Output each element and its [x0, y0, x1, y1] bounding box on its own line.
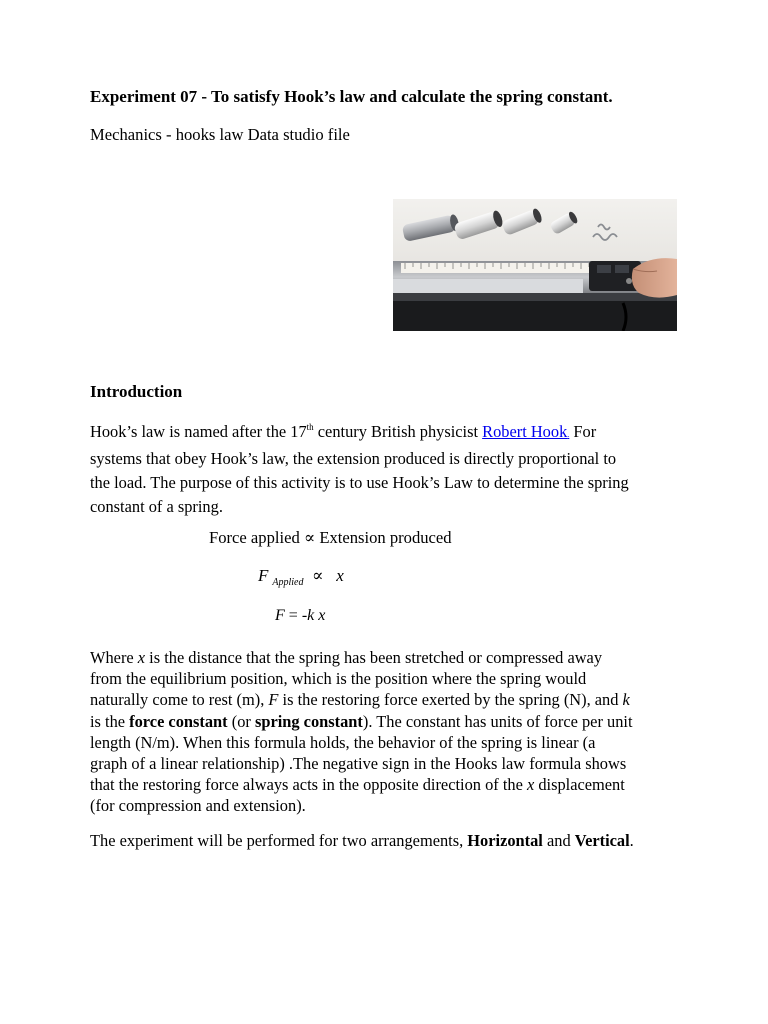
intro-line-2: systems that obey Hook’s law, the extension produced is directly proportional to: [90, 449, 617, 468]
definition-line-4: is the force constant (or spring constant). The constant has units of force per unit: [90, 711, 633, 731]
proportional-symbol: ∝: [303, 528, 316, 547]
introduction-heading: Introduction: [90, 382, 183, 401]
definition-line-3: naturally come to rest (m), F is the restoring force exerted by the spring (N), and k: [90, 690, 630, 710]
spring-apparatus-photo: [393, 199, 677, 331]
definition-line-7: that the restoring force always acts in the opposite direction of the x displacement: [90, 775, 625, 795]
robert-hook-link[interactable]: Robert Hook.: [482, 422, 570, 441]
intro-paragraph: [90, 420, 690, 519]
hookes-law-equation: F = -k x: [275, 607, 326, 624]
definition-paragraph: [90, 647, 690, 817]
definition-line-1: Where x is the distance that the spring has been stretched or compressed away: [90, 648, 603, 667]
definition-line-2: from the equilibrium position, which is the position where the spring would: [90, 669, 587, 689]
proportionality-statement: Force applied ∝ Extension produced: [209, 528, 452, 547]
proportional-symbol: ∝: [312, 566, 324, 585]
arrangements-paragraph: The experiment will be performed for two arrangements, Horizontal and Vertical.: [90, 831, 634, 850]
definition-line-8: (for compression and extension).: [90, 796, 306, 816]
document-subtitle: Mechanics - hooks law Data studio file: [90, 125, 350, 144]
force-applied-equation: F $_{Applied}$ ∝ x: [258, 566, 344, 588]
intro-line-1: Hook’s law is named after the 17th century British physicist Robert Hook. For: [90, 422, 597, 441]
definition-line-6: graph of a linear relationship) .The negative sign in the Hooks law formula shows: [90, 754, 627, 774]
ordinal-superscript: th: [306, 422, 314, 432]
document-title: Experiment 07 - To satisfy Hook’s law and calculate the spring constant.: [90, 87, 613, 106]
definition-line-5: length (N/m). When this formula holds, the behavior of the spring is linear (a: [90, 732, 596, 752]
intro-line-4: constant of a spring.: [90, 497, 223, 516]
intro-line-3: the load. The purpose of this activity is to use Hook’s Law to determine the spring: [90, 473, 629, 492]
